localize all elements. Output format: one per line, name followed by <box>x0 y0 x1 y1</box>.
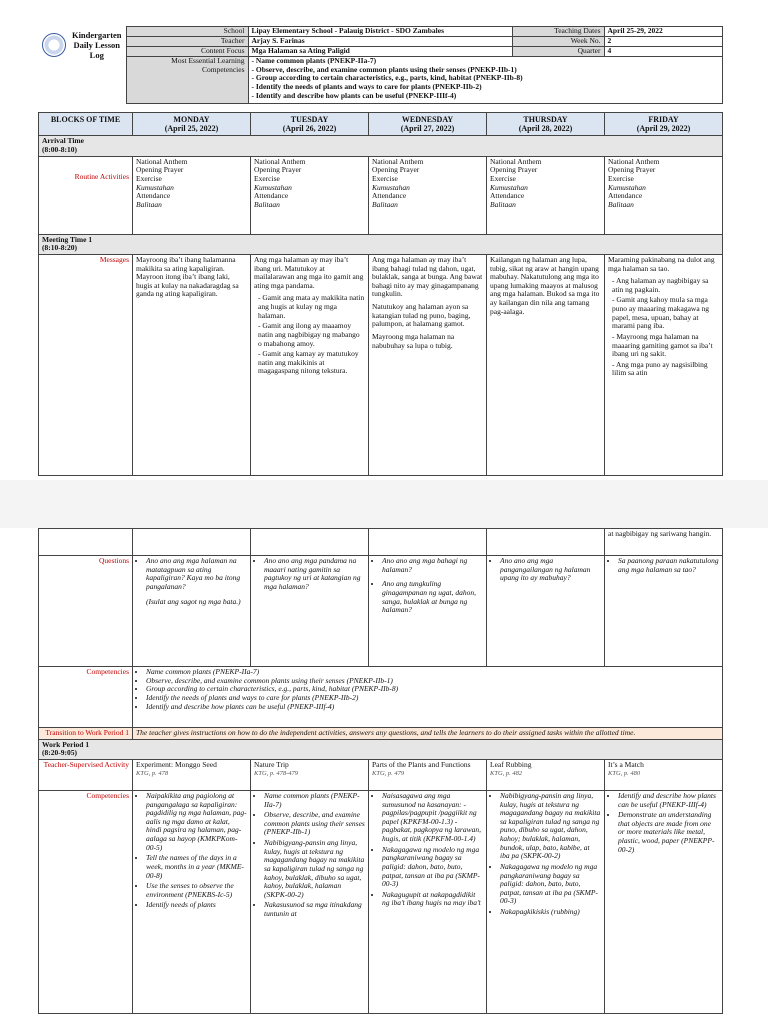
competency-thursday <box>487 790 605 1013</box>
competency-friday <box>605 790 723 1013</box>
question-friday: • Sa paanong paraan nakatutulong ang mga halaman sa tao? <box>605 556 723 667</box>
list-item: • Observe, describe, and examine common plants using their senses (PNEKP-IIb-1) <box>146 677 719 686</box>
list-item: - Gamit ang mata ay makikita natin ang hugis at kulay ng mga halaman. <box>258 294 365 320</box>
list-item: - Gamit ang ilong ay maaamoy natin ang nagbibigay ng mabango o mabahong amoy. <box>258 322 365 348</box>
message-friday: Maraming pakinabang na dulot ang mga halaman sa tao. - Ang halaman ay nagbibigay sa atin ng pagkain. - Gamit ang kahoy mula sa mga puno ay maaaring makagawa ng papel, mesa, upuan, bahay at marami pang iba. - Mayroong mga halaman na maaaring gamiting gamot sa iba’t ibang uri ng sakit. - Ang mga puno ay nagsisilbing lilim sa atin <box>605 254 723 475</box>
routine-monday: National Anthem Opening Prayer Exercise Kumustahan Attendance Balitaan <box>133 156 251 234</box>
list-item: - Gamit ang kahoy mula sa mga puno ay maaaring makagawa ng papel, mesa, upuan, bahay at marami pang iba. <box>612 296 719 331</box>
mel-item: - Name common plants (PNEKP-IIa-7) <box>251 56 377 65</box>
mel-item: - Identify the needs of plants and ways to care for plants (PNEKP-IIb-2) <box>251 81 482 91</box>
routine-tuesday: National Anthem Opening Prayer Exercise Kumustahan Attendance Balitaan <box>251 156 369 234</box>
list-item: • Nabibigyang-pansin ang linya, kulay, hugis at tekstura ng magagandang bagay na makikita sa kapaligiran tulad ng sanga ng kahoy, bulaklak, dibuho sa ugat, kahoy, bulaklak, halaman (SKPK-00-2) <box>264 839 365 899</box>
competencies-label: Competencies <box>39 667 133 728</box>
competency-tuesday <box>251 790 369 1013</box>
schedule-table <box>38 112 723 476</box>
list-item: - Mayroong mga halaman na maaaring gamiting gamot sa iba’t ibang uri ng sakit. <box>612 333 719 359</box>
list-item: • Naisasagawa ang mga sumusunod na kasanayan: - pagpilas/pagpupit /paggiikit ng papel (KPKFM-00-1.3) -pagbakat, pagkopya ng larawan, hugis, at titik (KPKFM-00-1.4) <box>382 792 483 844</box>
activity-thursday: Leaf Rubbing KTG, p. 482 <box>487 759 605 790</box>
question-tuesday: • Ano ano ang mga pandama na maaari nating gamitin sa pagtukoy ng uri at katangian ng mga halaman? <box>251 556 369 667</box>
document-page-1 <box>38 26 722 480</box>
page-gap <box>0 480 768 528</box>
message-wednesday: Ang mga halaman ay may iba’t ibang bahagi tulad ng dahon, ugat, bulaklak, sanga at bunga. Ang bawat bahagi nito ay may ginagampanang tungkulin. Natutukoy ang halaman ayon sa katangian tulad ng puno, baging, palumpon, at halamang gamot. Mayroong mga halaman na nabubuhay sa lupa o tubig. <box>369 254 487 475</box>
day-header-friday: FRIDAY (April 29, 2022) <box>605 113 723 136</box>
dates-label: Teaching Dates <box>512 27 604 37</box>
day-header-thursday: THURSDAY (April 28, 2022) <box>487 113 605 136</box>
mel-item: - Observe, describe, and examine common plants using their senses (PNEKP-IIb-1) <box>251 64 517 74</box>
list-item: • Nabibigyang-pansin ang linya, kulay, hugis at tekstura ng magagandang bagay na makikita sa kapaligiran tulad ng sanga ng puno, dibuho sa ugat, dahon, kahoy; bulaklak, halaman, bundok, ulap, bato, kabibe, at iba pa (SKPK-00-2) <box>500 792 601 861</box>
list-item: • Nakagugupit at nakapagdidikit ng iba’t ibang hugis na may iba’t <box>382 891 483 908</box>
deped-seal-icon <box>42 33 66 57</box>
list-item: • Naipakikita ang pagiolong at pangangalaga sa kapaligiran: pagdidilig ng mga halaman, pag-aalis ng mga damo at kalat, hindi pagsira ng halaman, pag-aalaga sa hayop (KMKPKom-00-5) <box>146 792 247 852</box>
list-item: • Use the senses to observe the environment (PNEKBS-Ic-5) <box>146 882 247 899</box>
list-item: • Nakapagkikiskis (rubbing) <box>500 908 601 917</box>
competencies-label-2: Competencies <box>39 790 133 1013</box>
list-item: • Observe, describe, and examine common plants using their senses (PNEKP-IIb-1) <box>264 811 365 837</box>
day-header-wednesday: WEDNESDAY (April 27, 2022) <box>369 113 487 136</box>
activity-friday: It’s a Match KTG, p. 480 <box>605 759 723 790</box>
day-header-monday: MONDAY (April 25, 2022) <box>133 113 251 136</box>
transition-text: The teacher gives instructions on how to do the independent activities, answers any questions, and tells the learners to do their assigned tasks within the allotted time. <box>133 728 723 740</box>
message-thursday: Kailangan ng halaman ang lupa, tubig, sikat ng araw at hangin upang mabuhay. Nakatutulong ang mga ito upang lumaking maayos at malusog ang mga halaman. Bukod sa mga ito ay kailangan din nila ang tamang pag-aalaga. <box>487 254 605 475</box>
schedule-table-continued <box>38 528 723 1014</box>
logo-block <box>38 27 126 104</box>
routine-label: Routine Activities <box>39 156 133 234</box>
quarter-label: Quarter <box>512 47 604 57</box>
routine-wednesday: National Anthem Opening Prayer Exercise Kumustahan Attendance Balitaan <box>369 156 487 234</box>
mel-item: - Identify and describe how plants can be useful (PNEKP-IIIf-4) <box>251 90 457 100</box>
questions-label: Questions <box>39 556 133 667</box>
title-line-1: Kindergarten <box>71 29 122 40</box>
school-label: School <box>126 27 248 37</box>
list-item: • Nakagagawa ng modelo ng mga pangkaraniwang bagay sa paligid: dahon, bato, buto, patpat, tansan at iba pa (SKMP-00-3) <box>382 846 483 889</box>
school-value: Lipay Elementary School - Palauig District - SDO Zambales <box>248 27 512 37</box>
list-item: • Name common plants (PNEKP-IIa-7) <box>146 668 719 677</box>
routine-friday: National Anthem Opening Prayer Exercise Kumustahan Attendance Balitaan <box>605 156 723 234</box>
message-tuesday: Ang mga halaman ay may iba’t ibang uri. Matutukoy at mailalarawan ang mga ito gamit ang ating mga pandama. - Gamit ang mata ay makikita natin ang hugis at kulay ng mga halaman. - Gamit ang ilong ay maaamoy natin ang nagbibigay ng mabango o mabahong amoy. - Gamit ang kamay ay matutukoy natin ang makikinis at magagaspang nitong tekstura. <box>251 254 369 475</box>
focus-label: Content Focus <box>126 47 248 57</box>
title-line-2: Daily Lesson Log <box>73 39 121 60</box>
list-item: • Nakasusunod sa mga itinakdang tuntunin at <box>264 901 365 918</box>
activity-monday: Experiment: Monggo Seed KTG, p. 478 <box>133 759 251 790</box>
question-wednesday: • Ano ano ang mga bahagi ng halaman? • Ano ang tungkuling ginagampanan ng ugat, dahon, sanga, bulaklak at bunga ng halaman? <box>369 556 487 667</box>
mel-list <box>248 57 722 104</box>
quarter-value: 4 <box>604 47 722 57</box>
list-item: • Nakagagawa ng modelo ng mga pangkaraniwang bagay sa paligid: dahon, bato, buto, patpat, tansan at iba pa (SKMP-00-3) <box>500 863 601 906</box>
blocks-header: BLOCKS OF TIME <box>39 113 133 136</box>
document-page-2 <box>38 528 722 1024</box>
message-friday-continued: at nagbibigay ng sariwang hangin. <box>605 529 723 556</box>
header-table <box>38 26 723 104</box>
focus-value: Mga Halaman sa Ating Paligid <box>248 47 512 57</box>
list-item: - Gamit ang kamay ay matutukoy natin ang makikinis at magagaspang nitong tekstura. <box>258 350 365 376</box>
work-period-section: Work Period 1 (8:20-9:05) <box>39 739 723 759</box>
mel-item: - Group according to certain characteristics, e.g., parts, kind, habitat (PNEKP-IIb-8) <box>251 73 523 83</box>
list-item: • Identify needs of plants <box>146 901 247 910</box>
list-item: • Tell the names of the days in a week, months in a year (MKME-00-8) <box>146 854 247 880</box>
list-item: • Group according to certain characteristics, e.g., parts, kind, habitat (PNEKP-IIb-8) <box>146 685 719 694</box>
competencies-list <box>133 667 723 728</box>
messages-label: Messages <box>39 254 133 475</box>
competency-wednesday <box>369 790 487 1013</box>
competency-monday <box>133 790 251 1013</box>
list-item: • Identify and describe how plants can be useful (PNEKP-IIIf-4) <box>618 792 719 809</box>
activity-wednesday: Parts of the Plants and Functions KTG, p. 479 <box>369 759 487 790</box>
routine-thursday: National Anthem Opening Prayer Exercise Kumustahan Attendance Balitaan <box>487 156 605 234</box>
dates-value: April 25-29, 2022 <box>604 27 722 37</box>
question-monday: • Ano ano ang mga halaman na matatagpuan sa ating kapaligiran? Kaya mo ba itong pangalanan? (Isulat ang sagot ng mga bata.) <box>133 556 251 667</box>
list-item: - Ang halaman ay nagbibigay sa atin ng pagkain. <box>612 277 719 294</box>
mel-label: Most Essential Learning Competencies <box>126 57 248 104</box>
teacher-label: Teacher <box>126 37 248 47</box>
question-thursday: • Ano ano ang mga pangangailangan ng halaman upang ito ay mabuhay? <box>487 556 605 667</box>
teacher-value: Arjay S. Farinas <box>248 37 512 47</box>
tsa-label: Teacher-Supervised Activity <box>39 759 133 790</box>
day-header-tuesday: TUESDAY (April 26, 2022) <box>251 113 369 136</box>
list-item: • Demonstrate an understanding that objects are made from one or more materials like metal, plastic, wood, paper (PNEKPP-00-2) <box>618 811 719 854</box>
meeting-section: Meeting Time 1 (8:10-8:20) <box>39 234 723 254</box>
week-value: 2 <box>604 37 722 47</box>
transition-label: Transition to Work Period 1 <box>39 728 133 740</box>
week-label: Week No. <box>512 37 604 47</box>
list-item: • Name common plants (PNEKP-IIa-7) <box>264 792 365 809</box>
list-item: • Identify the needs of plants and ways to care for plants (PNEKP-IIb-2) <box>146 694 719 703</box>
activity-tuesday: Nature Trip KTG, p. 478-479 <box>251 759 369 790</box>
list-item: - Ang mga puno ay nagsisilbing lilim sa atin <box>612 361 719 378</box>
arrival-section: Arrival Time (8:00-8:10) <box>39 136 723 156</box>
message-monday: Mayroong iba’t ibang halamanna makikita sa ating kapaligiran. Mayroon itong iba’t ibang laki, hugis at kulay na nakadaragdag sa ganda ng ating kapaligiran. <box>133 254 251 475</box>
list-item: • Identify and describe how plants can be useful (PNEKP-IIIf-4) <box>146 703 719 712</box>
